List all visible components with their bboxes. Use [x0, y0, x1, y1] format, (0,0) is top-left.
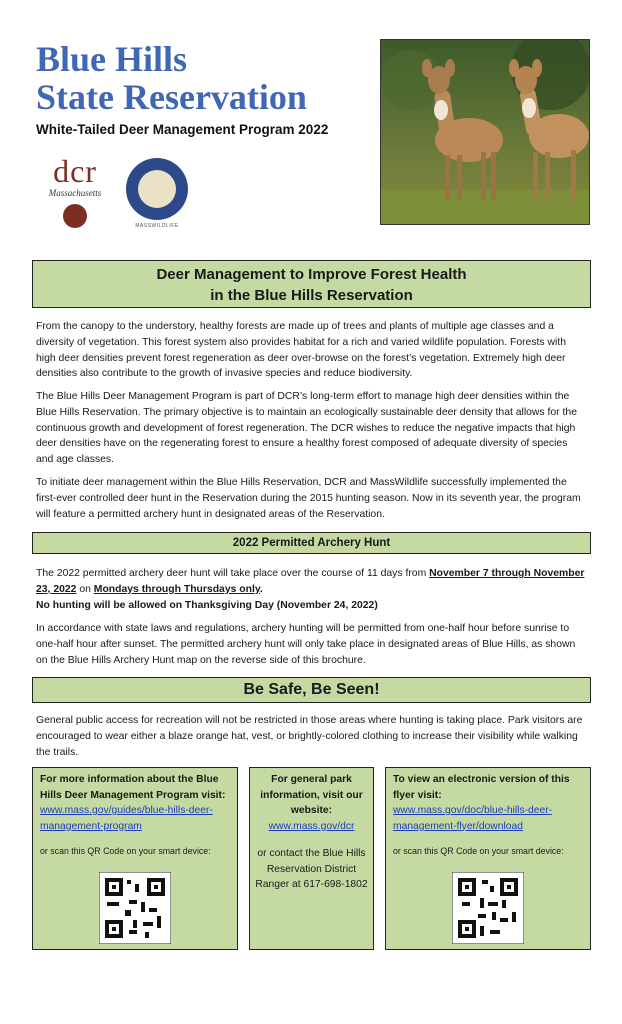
- info-box-park: [249, 767, 374, 950]
- dcr-logo: [40, 153, 110, 228]
- info-box-park-heading: For general park information, visit our website:: [260, 774, 363, 816]
- flyer-scan-text: or scan this QR Code on your smart device:: [393, 846, 564, 856]
- hunt-dates-text-b: on: [76, 583, 94, 595]
- page-title: [36, 40, 307, 116]
- qr-code-icon[interactable]: [452, 872, 524, 944]
- info-box-program-heading: For more information about the Blue Hills Deer Management Program visit:: [40, 774, 226, 801]
- dcr-logo-state: Massachusetts: [48, 188, 102, 198]
- info-box-program: [32, 767, 238, 950]
- be-safe-heading: Be Safe, Be Seen!: [32, 677, 591, 703]
- paragraph-public-access: General public access for recreation will not be restricted in those areas where hunting is taking place. Park visitors are encouraged to wear either a blaze orange hat, vest, or brightly-colored clothing to increase their visibility while walking the trails.: [36, 715, 583, 758]
- masswildlife-logo-text: MASSWILDLIFE: [135, 223, 179, 229]
- forest-health-heading-line-1: Deer Management to Improve Forest Health: [156, 266, 467, 283]
- ranger-contact: or contact the Blue Hills Reservation District Ranger at 617-698-1802: [255, 848, 368, 890]
- masswildlife-logo: [125, 158, 189, 229]
- info-box-flyer-heading: To view an electronic version of this flyer visit:: [393, 774, 570, 801]
- paragraph-hunt-dates: [36, 566, 586, 613]
- hunt-dates-text-a: The 2022 permitted archery deer hunt will take place over the course of 11 days from: [36, 568, 430, 579]
- paragraph-hunt-hours: In accordance with state laws and regulations, archery hunting will be permitted from one-half hour before sunrise to one-half hour after sunset. The permitted archery hunt will only take place in designated areas of Blue Hills, as shown on the Blue Hills Archery Hunt map on the reverse side of this brochure.: [36, 623, 576, 666]
- info-box-flyer: [385, 767, 591, 950]
- title-line-1: Blue Hills: [36, 39, 188, 79]
- paragraph-program: The Blue Hills Deer Management Program is part of DCR’s long-term effort to manage high deer densities within the Blue Hills Reservation. The primary objective is to maintain an ecologically sustainable deer density that allows for the continuous growth and development of forest regeneration. The DCR wishes to reduce the negative impacts that high deer densities have on the regenerating forest to ensure a healthy forest composed of adequate diversity of species and age classes.: [36, 391, 577, 466]
- paragraph-history: To initiate deer management within the Blue Hills Reservation, DCR and MassWildlife successfully implemented the first-ever controlled deer hunt in the Reservation during the 2015 hunting season. Now in its seventh year, the program will feature a permitted archery hunt in designated areas of the Reservation.: [36, 477, 581, 520]
- hunt-dates-text-c: .: [259, 583, 263, 595]
- forest-health-heading: [32, 260, 591, 308]
- masswildlife-seal-icon: [126, 158, 188, 220]
- deer-photo: [380, 39, 590, 225]
- qr-code-icon[interactable]: [99, 872, 171, 944]
- paragraph-forest-health: From the canopy to the understory, healthy forests are made up of trees and plants of multiple age classes and a diversity of vegetation. This forest system also provides habitat for a rich and varied wildlife population. Forests with high deer densities prevent forest regeneration as deer over-browse on the forest’s vegetation. Extremely high deer densities also contribute to the growth of invasive species and reduce biodiversity.: [36, 321, 566, 380]
- deer-photo-graphic: [381, 40, 589, 224]
- dcr-logo-text: dcr: [53, 153, 97, 189]
- flyer-link[interactable]: www.mass.gov/doc/blue-hills-deer-management-flyer/download: [393, 805, 553, 832]
- page-subtitle: White-Tailed Deer Management Program 2022: [36, 122, 329, 137]
- hunt-dates-range: November 7 through November 23, 2022: [36, 568, 585, 595]
- dcr-seal-icon: [63, 204, 87, 228]
- dcr-website-link[interactable]: www.mass.gov/dcr: [268, 820, 355, 832]
- program-scan-text: or scan this QR Code on your smart device:: [40, 846, 211, 856]
- forest-health-heading-line-2: in the Blue Hills Reservation: [210, 287, 413, 304]
- title-line-2: State Reservation: [36, 77, 307, 117]
- program-link[interactable]: www.mass.gov/guides/blue-hills-deer-management-program: [40, 805, 213, 832]
- archery-hunt-heading: 2022 Permitted Archery Hunt: [32, 532, 591, 554]
- hunt-days: Mondays through Thursdays only: [93, 583, 260, 595]
- thanksgiving-note: No hunting will be allowed on Thanksgiving Day (November 24, 2022): [36, 599, 378, 611]
